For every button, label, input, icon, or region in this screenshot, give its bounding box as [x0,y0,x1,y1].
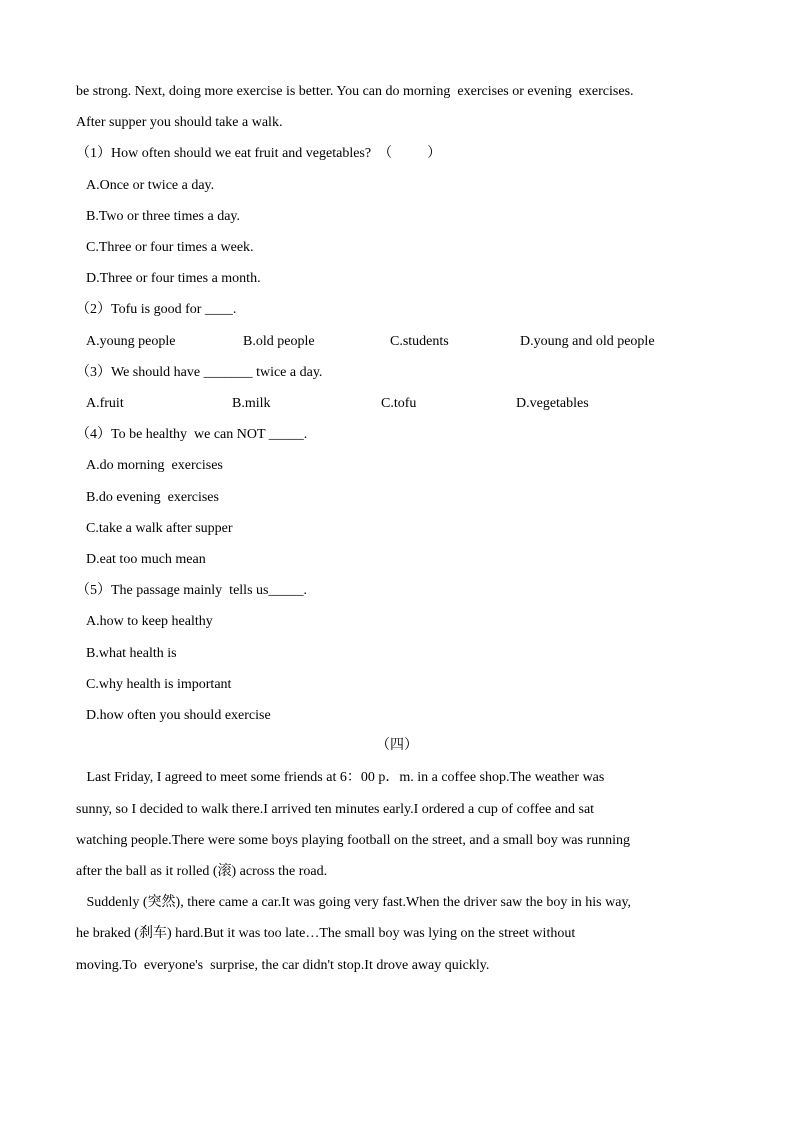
passage-line-1: Last Friday, I agreed to meet some friends at 6：00 p．m. in a coffee shop.The weather was [76,770,605,785]
question-4-option-c: C.take a walk after supper [86,521,233,536]
question-3-option-c: C.tofu [381,396,417,411]
passage-line-2: sunny, so I decided to walk there.I arrived ten minutes early.I ordered a cup of coffee and sat [76,802,595,817]
question-4-option-d: D.eat too much mean [86,552,206,567]
question-5-option-c: C.why health is important [86,677,232,692]
question-3-option-b: B.milk [232,396,271,411]
section-title: （四） [376,738,418,753]
question-2-option-a: A.young people [86,334,176,349]
question-5-option-d: D.how often you should exercise [86,708,271,723]
question-4-option-b: B.do evening exercises [86,490,219,505]
passage-line-7: moving.To everyone's surprise, the car didn't stop.It drove away quickly. [76,958,490,973]
intro-line-2: After supper you should take a walk. [76,115,283,130]
question-1-option-a: A.Once or twice a day. [86,178,215,193]
passage-line-5: Suddenly (突然), there came a car.It was going very fast.When the driver saw the boy in his way, [76,895,632,910]
question-5-stem: （5）The passage mainly tells us_____. [76,583,307,598]
question-1-option-b: B.Two or three times a day. [86,209,241,224]
question-3-stem: （3）We should have _______ twice a day. [76,365,323,380]
question-3-option-a: A.fruit [86,396,124,411]
question-5-option-b: B.what health is [86,646,177,661]
passage-line-4: after the ball as it rolled (滚) across the road. [76,864,328,879]
question-4-option-a: A.do morning exercises [86,458,223,473]
question-2-option-d: D.young and old people [520,334,655,349]
question-2-stem: （2）Tofu is good for ____. [76,302,237,317]
question-1-option-d: D.Three or four times a month. [86,271,261,286]
passage-line-6: he braked (刹车) hard.But it was too late…The small boy was lying on the street without [76,926,576,941]
question-1-stem: （1）How often should we eat fruit and vegetables? （ ） [76,146,442,161]
question-4-stem: （4）To be healthy we can NOT _____. [76,427,308,442]
question-2-option-c: C.students [390,334,449,349]
question-2-option-b: B.old people [243,334,315,349]
question-5-option-a: A.how to keep healthy [86,614,213,629]
passage-line-3: watching people.There were some boys playing football on the street, and a small boy was running [76,833,631,848]
question-3-option-d: D.vegetables [516,396,589,411]
question-1-option-c: C.Three or four times a week. [86,240,254,255]
intro-line-1: be strong. Next, doing more exercise is better. You can do morning exercises or evening exercises. [76,84,634,99]
